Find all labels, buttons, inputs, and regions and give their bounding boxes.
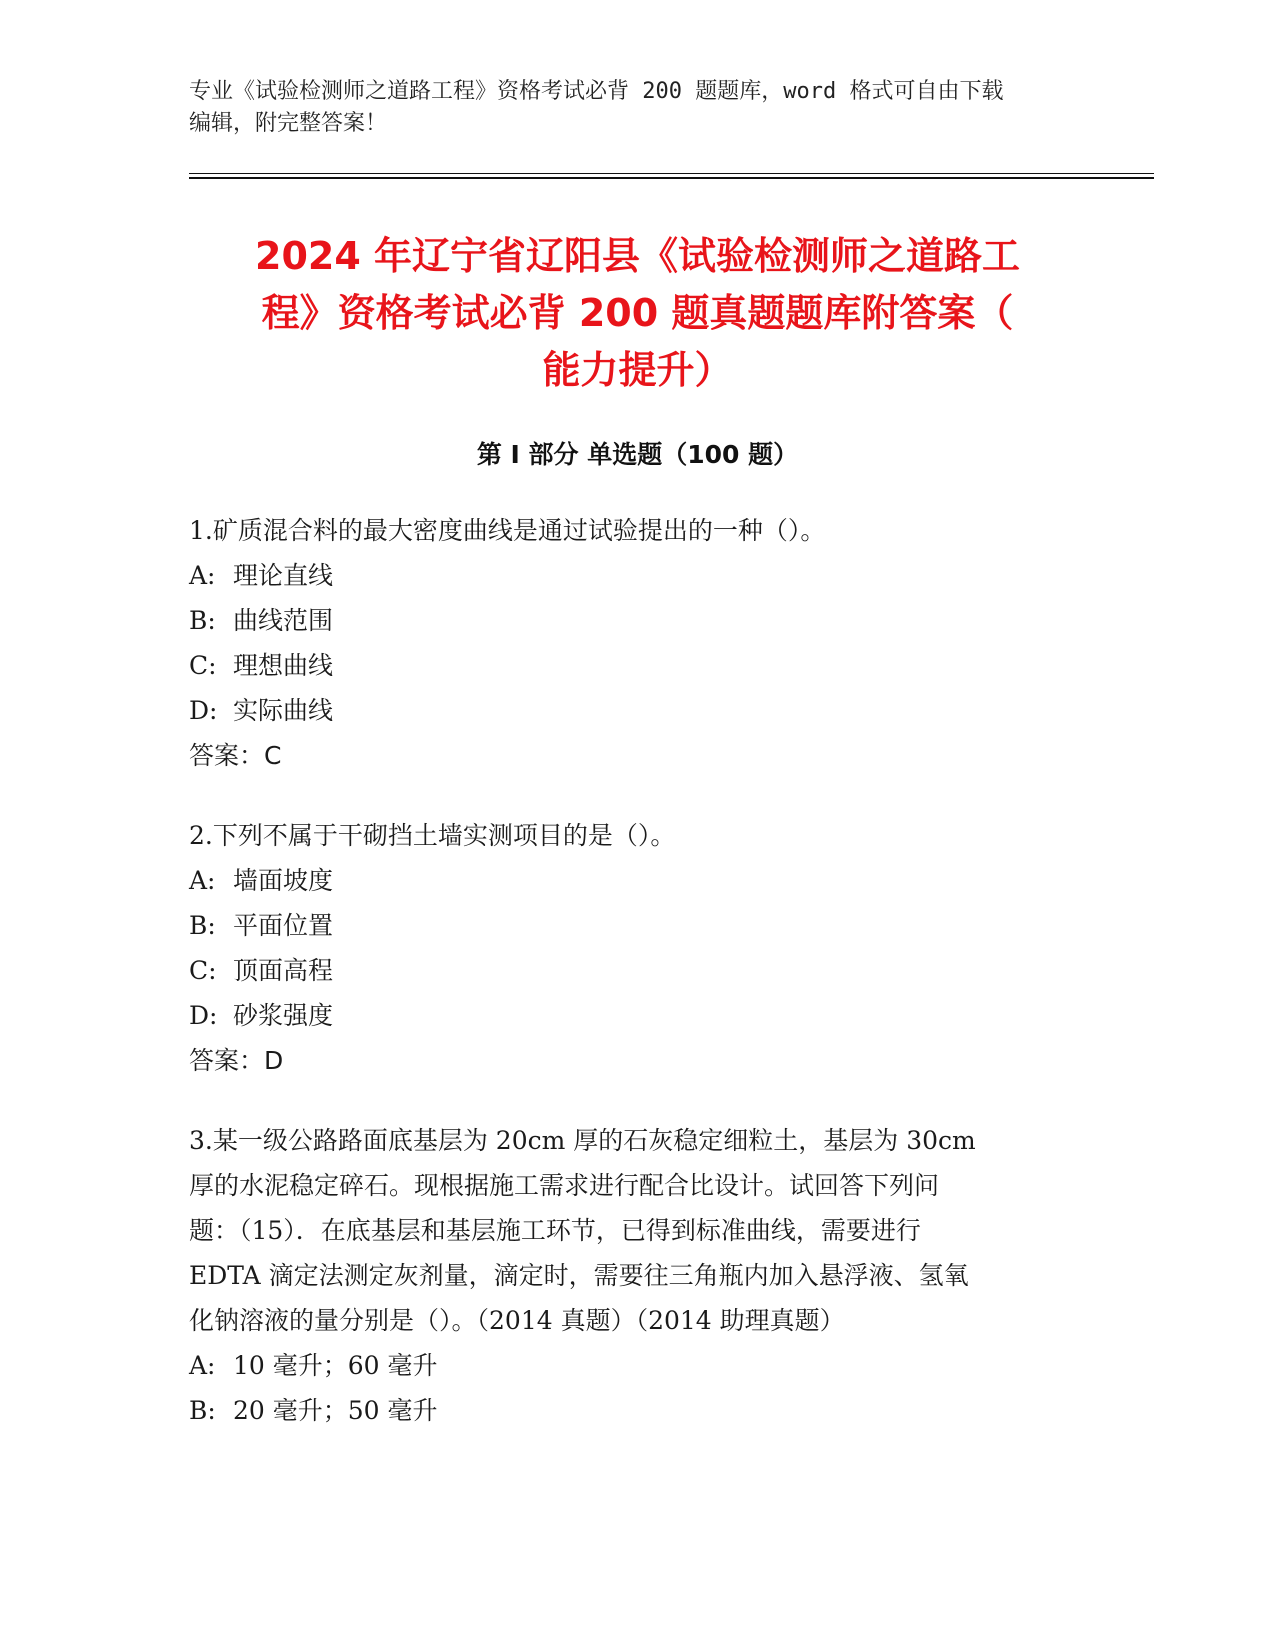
header-note-line-2: 编辑，附完整答案！	[189, 111, 388, 136]
document-title	[170, 228, 1105, 399]
header-note-line-1: 专业《试验检测师之道路工程》资格考试必背 200 题题库，word 格式可自由下载	[189, 79, 1004, 104]
header-note	[189, 76, 1089, 140]
option-text: 10 毫升；60 毫升	[233, 1351, 438, 1380]
question-stem-line: EDTA 滴定法测定灰剂量，滴定时，需要往三角瓶内加入悬浮液、氢氧	[189, 1261, 969, 1290]
option-text: 实际曲线	[233, 696, 334, 725]
option-text: 砂浆强度	[233, 1001, 334, 1030]
option-text: 理想曲线	[233, 651, 334, 680]
option-letter: B:	[189, 911, 216, 940]
question-option-b	[189, 1388, 1069, 1433]
section-heading: 第 I 部分 单选题（100 题）	[476, 440, 799, 469]
option-text: 顶面高程	[233, 956, 334, 985]
option-letter: D:	[189, 1001, 218, 1030]
option-text: 曲线范围	[233, 606, 334, 635]
question-option-b	[189, 598, 1069, 643]
option-letter: C:	[189, 651, 217, 680]
header-divider-thick	[189, 177, 1154, 179]
question-stem-line: 3.某一级公路路面底基层为 20cm 厚的石灰稳定细粒土，基层为 30cm	[189, 1126, 976, 1155]
option-letter: D:	[189, 696, 218, 725]
question-option-a	[189, 553, 1069, 598]
question-answer: 答案：C	[189, 741, 282, 770]
question-stem-line: 化钠溶液的量分别是（）。（2014 真题）（2014 助理真题）	[189, 1306, 845, 1335]
option-letter: A:	[189, 1351, 216, 1380]
option-letter: C:	[189, 956, 217, 985]
question-option-c	[189, 948, 1069, 993]
header-divider-thin	[189, 173, 1154, 174]
option-letter: A:	[189, 866, 216, 895]
question-3	[189, 1118, 1069, 1433]
option-letter: A:	[189, 561, 216, 590]
question-stem: 2.下列不属于干砌挡土墙实测项目的是（）。	[189, 821, 676, 850]
option-letter: B:	[189, 606, 216, 635]
document-title-line-1: 2024 年辽宁省辽阳县《试验检测师之道路工	[255, 234, 1020, 278]
question-option-a	[189, 1343, 1069, 1388]
question-option-d	[189, 688, 1069, 733]
question-stem: 1.矿质混合料的最大密度曲线是通过试验提出的一种（）。	[189, 516, 826, 545]
document-title-line-3: 能力提升）	[542, 348, 733, 392]
option-letter: B:	[189, 1396, 216, 1425]
question-2	[189, 813, 1069, 1083]
document-title-line-2: 程》资格考试必背 200 题真题题库附答案（	[261, 291, 1014, 335]
question-1	[189, 508, 1069, 778]
question-answer: 答案：D	[189, 1046, 284, 1075]
question-option-c	[189, 643, 1069, 688]
option-text: 墙面坡度	[233, 866, 334, 895]
question-option-a	[189, 858, 1069, 903]
question-option-d	[189, 993, 1069, 1038]
option-text: 理论直线	[233, 561, 334, 590]
option-text: 20 毫升；50 毫升	[233, 1396, 438, 1425]
question-stem-line: 题：（15）．在底基层和基层施工环节，已得到标准曲线，需要进行	[189, 1216, 921, 1245]
question-stem-line: 厚的水泥稳定碎石。现根据施工需求进行配合比设计。试回答下列问	[189, 1171, 940, 1200]
question-option-b	[189, 903, 1069, 948]
option-text: 平面位置	[233, 911, 334, 940]
